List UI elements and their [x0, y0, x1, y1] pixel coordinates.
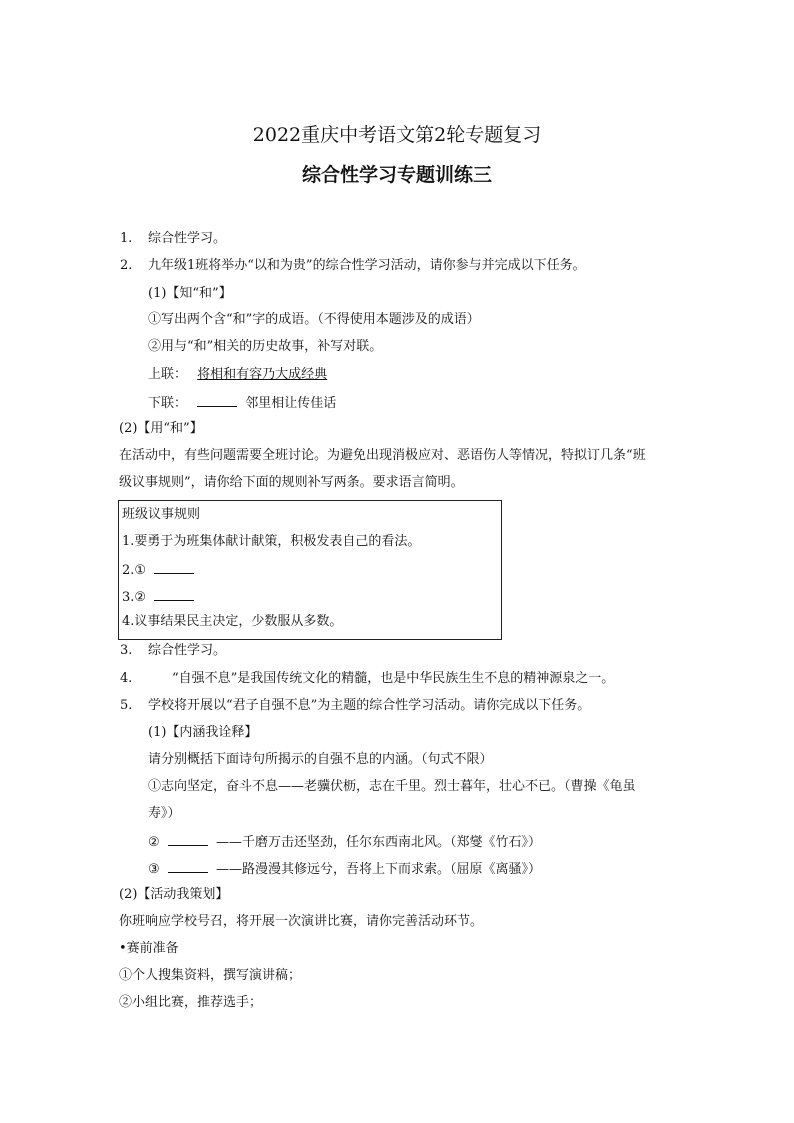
q5-part2-intro: 你班响应学校号召，将开展一次演讲比赛，请你完善活动环节。 [119, 914, 484, 929]
rules-table [118, 500, 502, 640]
q1-text: 综合性学习。 [148, 231, 227, 246]
q3-number: 3. [120, 643, 133, 658]
q5-prep-item2: ②小组比赛，推荐选手； [119, 995, 263, 1010]
q5-item3-prefix: ③ [148, 862, 160, 877]
rule-3-label: 3.② [122, 590, 147, 605]
q5-prep-item1: ①个人搜集资料，撰写演讲稿； [119, 968, 302, 983]
document-subtitle: 综合性学习专题训练三 [301, 164, 492, 186]
rule-2-blank[interactable] [154, 559, 194, 574]
q2-part2-text-line1: 在活动中，有些问题需要全班讨论。为避免出现消极应对、恶语伤人等情况，特拟订几条“班 [119, 448, 646, 463]
q5-item2-text: ——千磨万击还坚劲，任尔东西南北风。（郑燮《竹石》） [215, 835, 541, 850]
q5-text: 学校将开展以“君子自强不息”为主题的综合性学习活动。请你完成以下任务。 [148, 698, 591, 713]
rule-2 [122, 559, 198, 579]
couplet-upper [148, 365, 327, 385]
q5-part1-intro: 请分别概括下面诗句所揭示的自强不息的内涵。（句式不限） [148, 752, 493, 767]
couplet-lower [148, 392, 336, 412]
q2-part1-heading: (1)【知“和”】 [148, 286, 232, 301]
q5-item2-prefix: ② [148, 835, 160, 850]
q1-number: 1. [120, 231, 133, 246]
q5-item1-line1: ①志向坚定，奋斗不息——老骥伏枥，志在千里。烈士暮年，壮心不已。（曹操《龟虽 [148, 779, 636, 794]
q3-text: 综合性学习。 [148, 643, 227, 658]
rule-3 [122, 586, 198, 606]
q5-part1-heading: (1)【内涵我诠释】 [148, 725, 258, 740]
q4-text: “自强不息”是我国传统文化的精髓，也是中华民族生生不息的精神源泉之一。 [172, 671, 615, 686]
q2-part1-item2: ②用与“和”相关的历史故事，补写对联。 [148, 339, 383, 354]
rule-4: 4.议事结果民主决定，少数服从多数。 [122, 614, 343, 629]
q5-item3-blank[interactable] [168, 858, 208, 873]
document-title: 2022重庆中考语文第2轮专题复习 [252, 124, 542, 146]
rule-3-blank[interactable] [154, 586, 194, 601]
q5-number: 5. [120, 698, 133, 713]
q4-number: 4. [120, 671, 133, 686]
q2-text: 九年级1班将举办“以和为贵”的综合性学习活动，请你参与并完成以下任务。 [148, 258, 586, 273]
couplet-upper-label: 上联： [148, 367, 188, 382]
rule-1: 1.要勇于为班集体献计献策，积极发表自己的看法。 [122, 534, 421, 549]
q2-part2-text-line2: 级议事规则”，请你给下面的规则补写两条。要求语言简明。 [119, 475, 464, 490]
q2-part1-item1: ①写出两个含“和”字的成语。（不得使用本题涉及的成语） [148, 312, 480, 327]
q2-number: 2. [120, 258, 133, 273]
q2-part2-heading: (2)【用“和”】 [119, 421, 203, 436]
couplet-upper-text: 将相和有容乃大成经典 [197, 367, 328, 382]
rules-title: 班级议事规则 [122, 507, 201, 522]
q5-part2-heading: (2)【活动我策划】 [119, 887, 229, 902]
q5-item3 [148, 858, 541, 878]
q5-item2 [148, 831, 541, 851]
q5-item3-text: ——路漫漫其修远兮，吾将上下而求索。（屈原《离骚》） [215, 862, 541, 877]
couplet-lower-label: 下联： [148, 396, 188, 411]
q5-item2-blank[interactable] [168, 831, 208, 846]
rule-2-label: 2.① [122, 563, 147, 578]
couplet-lower-text: 邻里相让传佳话 [245, 396, 337, 411]
q5-prep-heading: •赛前准备 [119, 941, 179, 956]
couplet-lower-blank[interactable] [197, 392, 237, 407]
q5-item1-line2: 寿》） [148, 806, 181, 821]
